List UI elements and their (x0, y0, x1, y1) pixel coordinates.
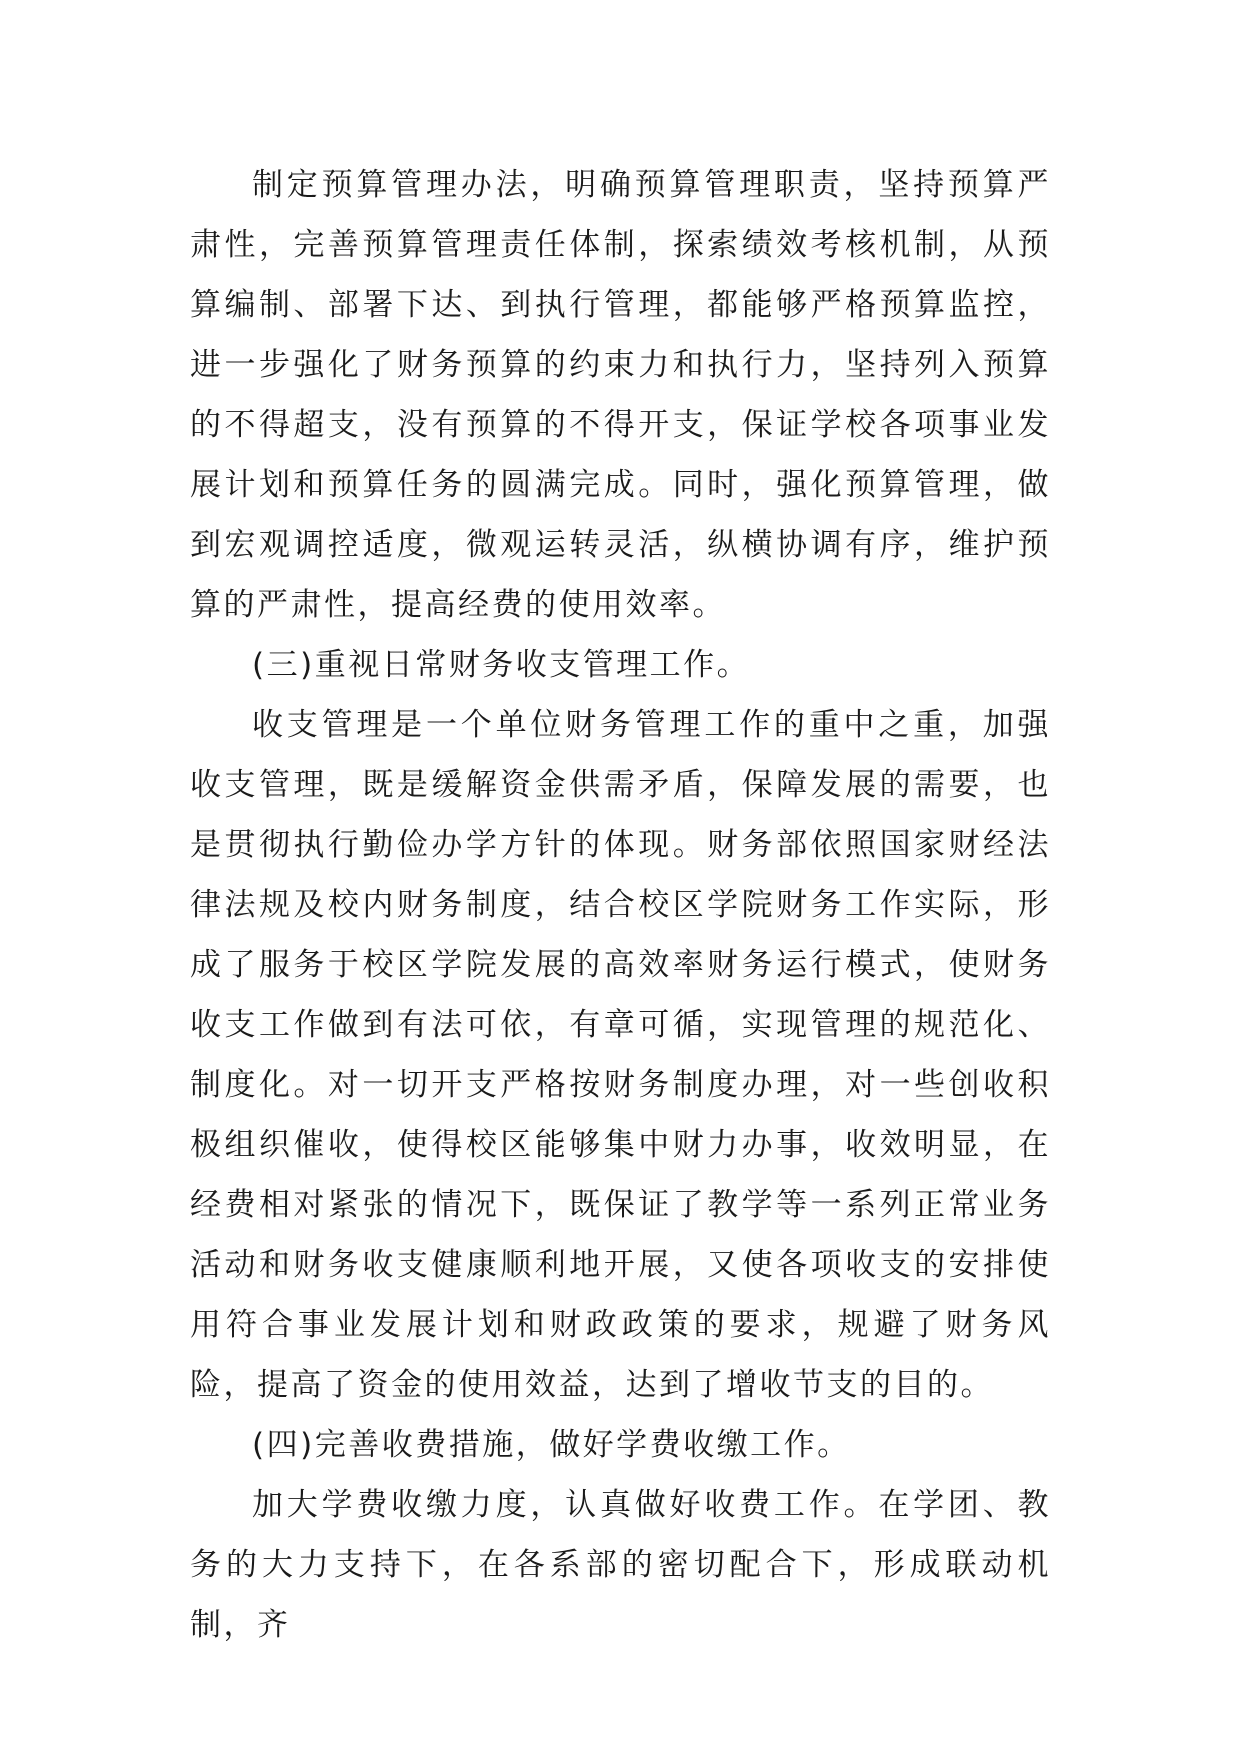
tuition-paragraph: 加大学费收缴力度，认真做好收费工作。在学团、教务的大力支持下，在各系部的密切配合下，形成联动机制，齐 (190, 1487, 1051, 1643)
section-heading-4: (四)完善收费措施，做好学费收缴工作。 (252, 1427, 851, 1463)
section-heading-3: (三)重视日常财务收支管理工作。 (252, 647, 751, 683)
budget-paragraph: 制定预算管理办法，明确预算管理职责，坚持预算严肃性，完善预算管理责任体制，探索绩效考核机制，从预算编制、部署下达、到执行管理，都能够严格预算监控，进一步强化了财务预算的约束力和执行力，坚持列入预算的不得超支，没有预算的不得开支，保证学校各项事业发展计划和预算任务的圆满完成。同时，强化预算管理，做到宏观调控适度，微观运转灵活，纵横协调有序，维护预算的严肃性，提高经费的使用效率。 (190, 167, 1051, 623)
income-expense-paragraph: 收支管理是一个单位财务管理工作的重中之重，加强收支管理，既是缓解资金供需矛盾，保障发展的需要，也是贯彻执行勤俭办学方针的体现。财务部依照国家财经法律法规及校内财务制度，结合校区学院财务工作实际，形成了服务于校区学院发展的高效率财务运行模式，使财务收支工作做到有法可依，有章可循，实现管理的规范化、制度化。对一切开支严格按财务制度办理，对一些创收积极组织催收，使得校区能够集中财力办事，收效明显，在经费相对紧张的情况下，既保证了教学等一系列正常业务活动和财务收支健康顺利地开展，又使各项收支的安排使用符合事业发展计划和财政政策的要求，规避了财务风险，提高了资金的使用效益，达到了增收节支的目的。 (190, 707, 1051, 1403)
document-page (190, 155, 1051, 1655)
